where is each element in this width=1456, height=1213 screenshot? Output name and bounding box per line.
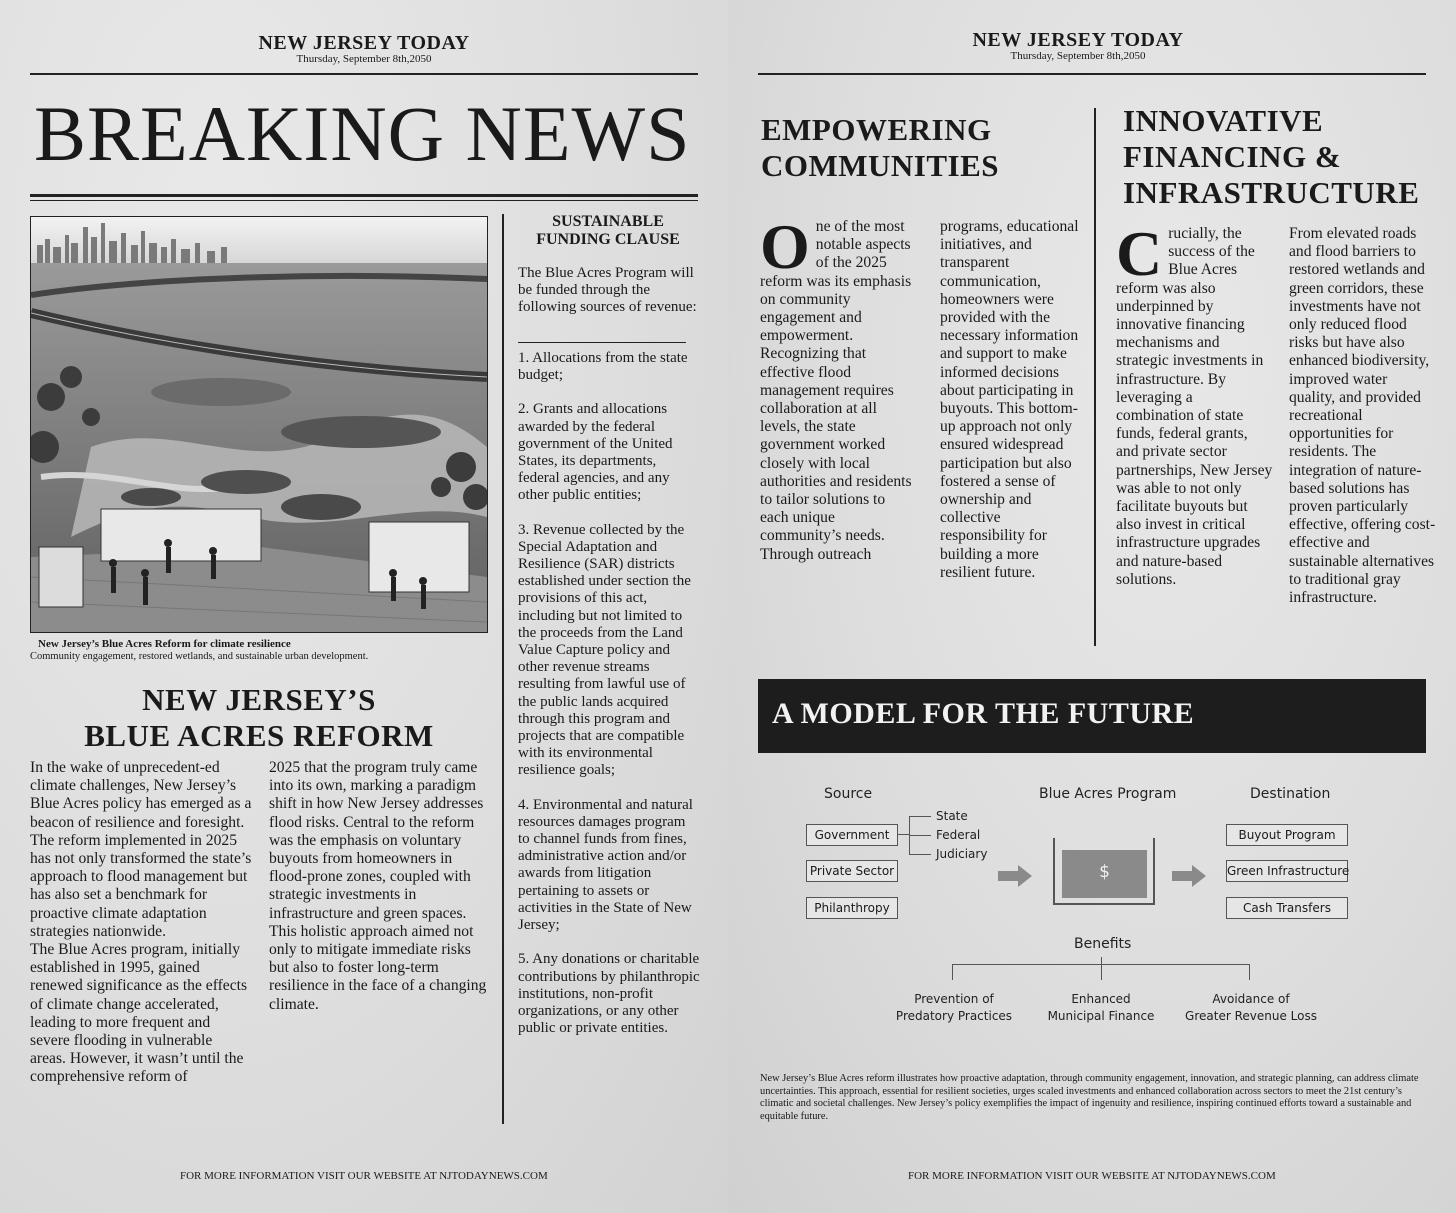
benefit-line: Predatory Practices xyxy=(895,1009,1013,1023)
benefit-line: Enhanced xyxy=(1071,992,1131,1006)
financing-title-line3: INFRASTRUCTURE xyxy=(1123,175,1420,210)
financing-title xyxy=(1123,103,1419,211)
benefit-line: Greater Revenue Loss xyxy=(1185,1009,1317,1023)
branch-federal: Federal xyxy=(936,828,981,842)
article-title-line1: NEW JERSEY’S xyxy=(142,682,376,717)
financing-text-1: rucially, the success of the Blue Acres reform was also underpinned by innovative financing mechanisms and strategic investments in infrastructure. By leveraging a combination of state funds, federal grants, and private sector partnerships, New Jersey was able to not only facilitate buyouts but also invest in critical infrastructure upgrades and nature-based solutions. xyxy=(1116,225,1273,588)
model-banner xyxy=(758,679,1426,753)
benefit-line: Municipal Finance xyxy=(1047,1009,1155,1023)
diagram-program-label: Blue Acres Program xyxy=(1039,786,1177,802)
benefit-municipal-finance xyxy=(1031,991,1171,1025)
empowering-column-2 xyxy=(940,218,1080,582)
funding-item: 2. Grants and allocations awarded by the federal government of the United States, its departments, federal agencies, and any other public entities; xyxy=(518,401,673,504)
column-divider xyxy=(1094,108,1096,646)
masthead-name: NEW JERSEY TODAY xyxy=(258,32,470,54)
masthead-date: Thursday, September 8th,2050 xyxy=(1010,50,1146,62)
source-box-philanthropy: Philanthropy xyxy=(806,897,898,919)
destination-box-green-infrastructure: Green Infrastructure xyxy=(1226,860,1348,882)
arrow-right-icon xyxy=(996,862,1036,890)
funding-item: 4. Environmental and natural resources damages program to channel funds from fines, administrative action and/or awards from litigation pertaining to assets or activities in the State of New Jersey; xyxy=(518,796,693,934)
model-banner-title: A MODEL FOR THE FUTURE xyxy=(772,697,1195,730)
empowering-text-1: ne of the most notable aspects of the 2025 reform was its emphasis on community engagement and empowerment. Recognizing that effective flood management requires collaboration at all levels, the state government worked closely with local authorities and residents to tailor solutions to each unique community’s needs. Through outreach xyxy=(760,218,912,563)
branch-connector xyxy=(909,854,931,855)
program-vault xyxy=(1062,850,1147,898)
masthead xyxy=(214,32,514,65)
program-bracket-left xyxy=(1053,838,1055,904)
diagram-source-label: Source xyxy=(824,786,873,802)
empowering-title-line1: EMPOWERING xyxy=(761,112,992,147)
branch-judiciary: Judiciary xyxy=(936,847,988,861)
benefit-line: Avoidance of xyxy=(1212,992,1290,1006)
footer-website: FOR MORE INFORMATION VISIT OUR WEBSITE AT NJTODAYNEWS.COM xyxy=(908,1170,1276,1182)
article-paragraph-3: 2025 that the program truly came into its own, marking a paradigm shift in how New Jersey addresses flood risks. Central to the reform was the emphasis on voluntary buyouts from homeowners in flood-prone zones, coupled with strategic investments in infrastructure and green spaces. This holistic approach aimed not only to mitigate immediate risks but also to foster long-term resilience in the face of a changing climate. xyxy=(269,759,487,1013)
figure-caption-text: Community engagement, restored wetlands, and sustainable urban development. xyxy=(30,651,369,662)
financing-title-line1: INNOVATIVE xyxy=(1123,103,1324,138)
right-page xyxy=(728,0,1456,1213)
article-paragraph-1: In the wake of unprecedent-ed climate challenges, New Jersey’s Blue Acres policy has emerged as a beacon of resilience and foresight. The reform implemented in 2025 has not only transformed the state’s approach to flood management but has also set a benchmark for proactive climate adaptation strategies nationwide. xyxy=(30,759,252,940)
article-paragraph-2: The Blue Acres program, initially established in 1995, gained renewed significance as the effects of climate change accelerated, leading to more frequent and severe flooding in vulnerable areas. However, it wasn’t until the comprehensive reform of xyxy=(30,941,248,1086)
benefits-connector xyxy=(1249,964,1250,980)
masthead xyxy=(928,29,1228,62)
headline-rule-thick xyxy=(30,194,698,197)
article-column-1 xyxy=(30,759,252,1087)
sidebar-title: SUSTAINABLE FUNDING CLAUSE xyxy=(536,213,680,248)
funding-item: 5. Any donations or charitable contributions by philanthropic institutions, non-profit organizations, or any other public or private entities. xyxy=(518,951,700,1037)
financing-text-2: From elevated roads and flood barriers to restored wetlands and green corridors, these investments have not only reduced flood risks but have also enhanced biodiversity, improved water quality, and provided recreational opportunities for residents. The integration of nature-based solutions has proven particularly effective, offering cost-effective and sustainable alternatives to traditional gray infrastructure. xyxy=(1289,225,1436,607)
diagram-destination-label: Destination xyxy=(1250,786,1331,802)
article-title xyxy=(30,682,488,754)
benefits-label: Benefits xyxy=(1074,936,1132,952)
figure-caption-title: New Jersey’s Blue Acres Reform for climate resilience xyxy=(38,638,291,650)
branch-state: State xyxy=(936,809,968,823)
news-illustration xyxy=(30,216,488,633)
headline-rule-thin xyxy=(30,200,698,201)
masthead-rule xyxy=(758,73,1426,75)
funding-sources-list xyxy=(518,350,700,1054)
source-box-private-sector: Private Sector xyxy=(806,860,898,882)
financing-column-1 xyxy=(1116,218,1274,589)
masthead-name: NEW JERSEY TODAY xyxy=(972,29,1184,51)
sidebar-intro: The Blue Acres Program will be funded through the following sources of revenue: xyxy=(518,265,697,316)
benefit-revenue-loss xyxy=(1176,991,1326,1025)
financing-column-2 xyxy=(1289,225,1437,607)
benefit-prevention xyxy=(884,991,1024,1025)
column-divider xyxy=(502,214,504,1124)
benefits-connector xyxy=(952,964,953,980)
empowering-column-1 xyxy=(760,211,914,564)
article-column-2 xyxy=(269,759,488,1014)
dollar-icon: $ xyxy=(1099,862,1110,882)
branch-connector xyxy=(897,834,909,835)
source-box-government: Government xyxy=(806,824,898,846)
funding-item: 3. Revenue collected by the Special Adaptation and Resilience (SAR) districts established under section the provisions of this act, including but not limited to the proceeds from the Land Value Capture policy and other revenue streams resulting from lawful use of the public lands acquired through this program and projects that are compatible with its environmental resilience goals; xyxy=(518,521,691,779)
branch-connector xyxy=(909,816,931,817)
article-title-line2: BLUE ACRES REFORM xyxy=(84,718,434,753)
masthead-rule xyxy=(30,73,698,75)
program-bracket-right xyxy=(1153,838,1155,904)
arrow-right-icon xyxy=(1170,862,1210,890)
masthead-date: Thursday, September 8th,2050 xyxy=(296,53,432,65)
destination-box-cash-transfers: Cash Transfers xyxy=(1226,897,1348,919)
wetland-illustration-graphic xyxy=(31,217,487,632)
footer-website: FOR MORE INFORMATION VISIT OUR WEBSITE AT NJTODAYNEWS.COM xyxy=(180,1170,548,1182)
benefit-line: Prevention of xyxy=(914,992,994,1006)
destination-box-buyout: Buyout Program xyxy=(1226,824,1348,846)
breaking-news-headline: BREAKING NEWS xyxy=(34,90,691,177)
financing-title-line2: FINANCING & xyxy=(1123,139,1342,174)
conclusion-paragraph: New Jersey’s Blue Acres reform illustrates how proactive adaptation, through community engagement, innovation, and strategic planning, can address climate uncertainties. This approach, essential for resilient societies, urges scaled investments and enhanced collaboration across sectors to meet the 21st century’s climatic and societal challenges. New Jersey’s policy exemplifies the impact of ingenuity and resilience, inspiring continued efforts toward a sustainable and equitable future. xyxy=(760,1073,1419,1122)
dropcap-o: O xyxy=(760,211,810,282)
empowering-title xyxy=(761,112,999,184)
program-bracket-bottom xyxy=(1053,903,1155,905)
empowering-title-line2: COMMUNITIES xyxy=(761,148,1000,183)
dropcap-c: C xyxy=(1116,218,1163,289)
sidebar-rule xyxy=(518,342,686,343)
funding-item: 1. Allocations from the state budget; xyxy=(518,350,688,384)
empowering-text-2: programs, educational initiatives, and transparent communication, homeowners were provided with the necessary information and support to make informed decisions about participating in buyouts. This bottom-up approach not only ensured widespread participation but also fostered a sense of ownership and collective responsibility for building a more resilient future. xyxy=(940,218,1079,581)
benefits-connector xyxy=(1101,964,1102,980)
branch-connector xyxy=(909,835,931,836)
